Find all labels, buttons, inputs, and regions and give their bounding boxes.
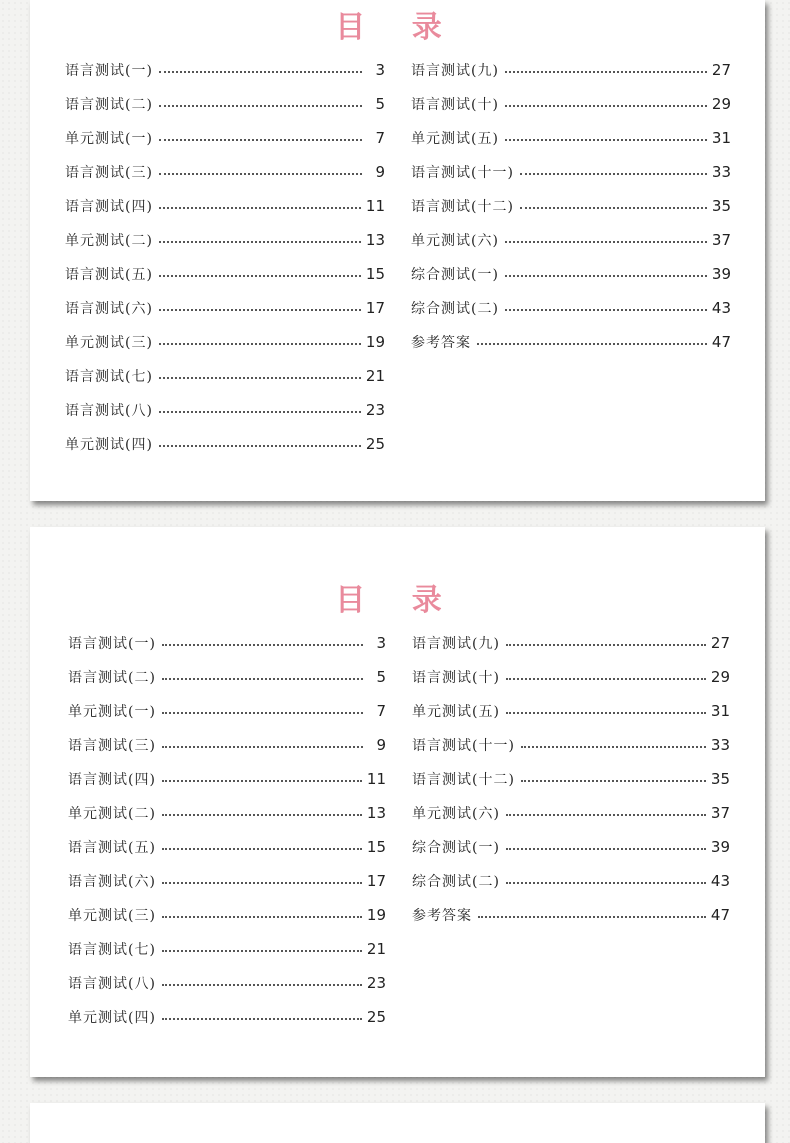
toc-entry [65, 155, 385, 189]
toc-entry-label: 语言测试(三) [68, 738, 156, 754]
toc-entry-page-number: 25 [366, 1008, 386, 1026]
dot-leader [159, 275, 361, 277]
dot-leader [159, 411, 361, 413]
dot-leader [477, 343, 707, 345]
toc-entry-label: 语言测试(十二) [412, 772, 515, 788]
toc-entry-page-number: 27 [710, 634, 730, 652]
toc-entry-label: 语言测试(十一) [412, 738, 515, 754]
toc-entry [411, 325, 731, 359]
toc-entry [68, 1000, 386, 1034]
dot-leader [506, 712, 706, 714]
toc-entry-label: 单元测试(三) [68, 908, 156, 924]
toc-entry-label: 语言测试(五) [68, 840, 156, 856]
toc-entry-label: 语言测试(十) [412, 670, 500, 686]
dot-leader [506, 882, 706, 884]
toc-entry-label: 单元测试(一) [65, 131, 153, 147]
toc-entry [412, 830, 730, 864]
toc-entry-label: 语言测试(六) [65, 301, 153, 317]
toc-entry-label: 参考答案 [412, 908, 472, 924]
toc-entry-label: 综合测试(二) [411, 301, 499, 317]
toc-entry-label: 参考答案 [411, 335, 471, 351]
toc-entry [411, 223, 731, 257]
toc-entry-label: 单元测试(五) [412, 704, 500, 720]
toc-left-column [65, 53, 385, 461]
toc-entry-label: 语言测试(十二) [411, 199, 514, 215]
dot-leader [505, 241, 707, 243]
dot-leader [159, 173, 362, 175]
toc-entry [65, 87, 385, 121]
toc-right-column [412, 626, 730, 932]
dot-leader [505, 309, 707, 311]
dot-leader [159, 241, 361, 243]
toc-entry-page-number: 35 [711, 197, 731, 215]
toc-entry-page-number: 7 [375, 129, 385, 147]
dot-leader [506, 644, 706, 646]
page-title: 目 录 [335, 583, 460, 618]
toc-entry-page-number: 35 [710, 770, 730, 788]
dot-leader [162, 916, 362, 918]
toc-entry-page-number: 19 [366, 906, 386, 924]
toc-entry [412, 796, 730, 830]
toc-entry-page-number: 47 [711, 333, 731, 351]
toc-entry-page-number: 37 [710, 804, 730, 822]
toc-entry-label: 综合测试(一) [411, 267, 499, 283]
toc-entry-page-number: 31 [711, 129, 731, 147]
dot-leader [159, 445, 361, 447]
toc-entry-label: 语言测试(九) [411, 63, 499, 79]
toc-entry-page-number: 3 [376, 634, 386, 652]
toc-entry-page-number: 21 [365, 367, 385, 385]
dot-leader [506, 848, 706, 850]
toc-entry-label: 语言测试(二) [65, 97, 153, 113]
dot-leader [159, 139, 362, 141]
toc-entry-label: 语言测试(四) [65, 199, 153, 215]
toc-entry-label: 语言测试(十) [411, 97, 499, 113]
toc-entry [65, 291, 385, 325]
toc-entry [68, 796, 386, 830]
dot-leader [505, 139, 707, 141]
toc-entry-page-number: 15 [366, 838, 386, 856]
toc-entry-page-number: 13 [366, 804, 386, 822]
toc-entry-label: 语言测试(八) [68, 976, 156, 992]
dot-leader [162, 882, 362, 884]
toc-entry-page-number: 5 [375, 95, 385, 113]
toc-entry [68, 762, 386, 796]
toc-entry-page-number: 37 [711, 231, 731, 249]
dot-leader [162, 712, 363, 714]
dot-leader [520, 207, 707, 209]
dot-leader [162, 984, 362, 986]
toc-entry-page-number: 33 [711, 163, 731, 181]
toc-entry-label: 单元测试(六) [412, 806, 500, 822]
dot-leader [159, 207, 361, 209]
toc-left-column [68, 626, 386, 1034]
toc-entry [411, 189, 731, 223]
toc-entry-page-number: 7 [376, 702, 386, 720]
toc-entry-page-number: 29 [710, 668, 730, 686]
dot-leader [162, 780, 362, 782]
toc-entry-page-number: 17 [366, 872, 386, 890]
toc-entry [412, 626, 730, 660]
toc-entry [68, 966, 386, 1000]
toc-entry-page-number: 25 [365, 435, 385, 453]
toc-entry-label: 单元测试(一) [68, 704, 156, 720]
toc-entry-label: 语言测试(五) [65, 267, 153, 283]
toc-entry-page-number: 17 [365, 299, 385, 317]
dot-leader [162, 950, 362, 952]
toc-entry [65, 325, 385, 359]
toc-entry [411, 291, 731, 325]
dot-leader [505, 71, 707, 73]
toc-entry-page-number: 13 [365, 231, 385, 249]
toc-entry-label: 单元测试(五) [411, 131, 499, 147]
toc-entry [412, 694, 730, 728]
toc-entry-page-number: 21 [366, 940, 386, 958]
toc-entry [68, 830, 386, 864]
dot-leader [520, 173, 707, 175]
toc-entry-page-number: 31 [710, 702, 730, 720]
toc-entry-page-number: 11 [366, 770, 386, 788]
toc-entry-page-number: 43 [710, 872, 730, 890]
toc-entry-page-number: 39 [710, 838, 730, 856]
toc-entry [65, 427, 385, 461]
toc-entry-label: 单元测试(二) [68, 806, 156, 822]
toc-entry-page-number: 23 [366, 974, 386, 992]
toc-entry [411, 87, 731, 121]
toc-entry [68, 898, 386, 932]
dot-leader [521, 780, 706, 782]
toc-entry-label: 语言测试(三) [65, 165, 153, 181]
toc-entry-label: 单元测试(四) [65, 437, 153, 453]
toc-entry [65, 189, 385, 223]
dot-leader [159, 343, 361, 345]
toc-entry-label: 单元测试(三) [65, 335, 153, 351]
dot-leader [478, 916, 706, 918]
toc-entry-label: 语言测试(二) [68, 670, 156, 686]
contents-page-top [30, 0, 765, 501]
dot-leader [521, 746, 706, 748]
dot-leader [505, 105, 707, 107]
toc-entry-page-number: 27 [711, 61, 731, 79]
toc-entry [412, 728, 730, 762]
toc-entry-label: 语言测试(四) [68, 772, 156, 788]
toc-entry-label: 语言测试(一) [65, 63, 153, 79]
toc-entry [65, 121, 385, 155]
next-page-edge [30, 1103, 765, 1143]
toc-entry-label: 综合测试(二) [412, 874, 500, 890]
toc-entry-page-number: 5 [376, 668, 386, 686]
toc-entry-label: 语言测试(十一) [411, 165, 514, 181]
contents-page-bottom [30, 527, 765, 1077]
toc-entry-label: 单元测试(四) [68, 1010, 156, 1026]
dot-leader [162, 644, 363, 646]
toc-entry-label: 综合测试(一) [412, 840, 500, 856]
toc-entry [412, 762, 730, 796]
toc-entry-page-number: 11 [365, 197, 385, 215]
toc-entry-label: 语言测试(七) [65, 369, 153, 385]
toc-entry [412, 898, 730, 932]
toc-right-column [411, 53, 731, 359]
toc-entry [411, 53, 731, 87]
toc-entry-page-number: 39 [711, 265, 731, 283]
toc-entry-page-number: 29 [711, 95, 731, 113]
toc-entry [412, 660, 730, 694]
toc-entry-page-number: 3 [375, 61, 385, 79]
page-title: 目 录 [335, 10, 460, 45]
toc-entry-label: 语言测试(六) [68, 874, 156, 890]
toc-entry-page-number: 23 [365, 401, 385, 419]
toc-entry-page-number: 9 [375, 163, 385, 181]
toc-entry [68, 694, 386, 728]
toc-entry-page-number: 15 [365, 265, 385, 283]
dot-leader [506, 814, 706, 816]
dot-leader [159, 309, 361, 311]
toc-entry [65, 393, 385, 427]
dot-leader [162, 678, 363, 680]
toc-entry [65, 359, 385, 393]
toc-entry [68, 864, 386, 898]
toc-entry [68, 932, 386, 966]
toc-entry [411, 155, 731, 189]
dot-leader [162, 814, 362, 816]
toc-entry-page-number: 43 [711, 299, 731, 317]
dot-leader [162, 848, 362, 850]
toc-entry-page-number: 9 [376, 736, 386, 754]
dot-leader [506, 678, 706, 680]
toc-entry-label: 语言测试(九) [412, 636, 500, 652]
toc-entry-page-number: 19 [365, 333, 385, 351]
toc-entry-page-number: 47 [710, 906, 730, 924]
toc-entry [65, 223, 385, 257]
dot-leader [162, 1018, 362, 1020]
dot-leader [159, 377, 361, 379]
toc-entry-label: 单元测试(六) [411, 233, 499, 249]
toc-entry-label: 语言测试(一) [68, 636, 156, 652]
toc-entry-page-number: 33 [710, 736, 730, 754]
toc-entry [68, 626, 386, 660]
dot-leader [162, 746, 363, 748]
toc-entry [68, 728, 386, 762]
dot-leader [159, 105, 362, 107]
toc-entry [411, 257, 731, 291]
toc-entry [65, 53, 385, 87]
toc-entry [411, 121, 731, 155]
toc-entry [65, 257, 385, 291]
dot-leader [505, 275, 707, 277]
toc-entry-label: 语言测试(七) [68, 942, 156, 958]
toc-entry-label: 语言测试(八) [65, 403, 153, 419]
toc-entry [412, 864, 730, 898]
dot-leader [159, 71, 362, 73]
toc-entry-label: 单元测试(二) [65, 233, 153, 249]
toc-entry [68, 660, 386, 694]
